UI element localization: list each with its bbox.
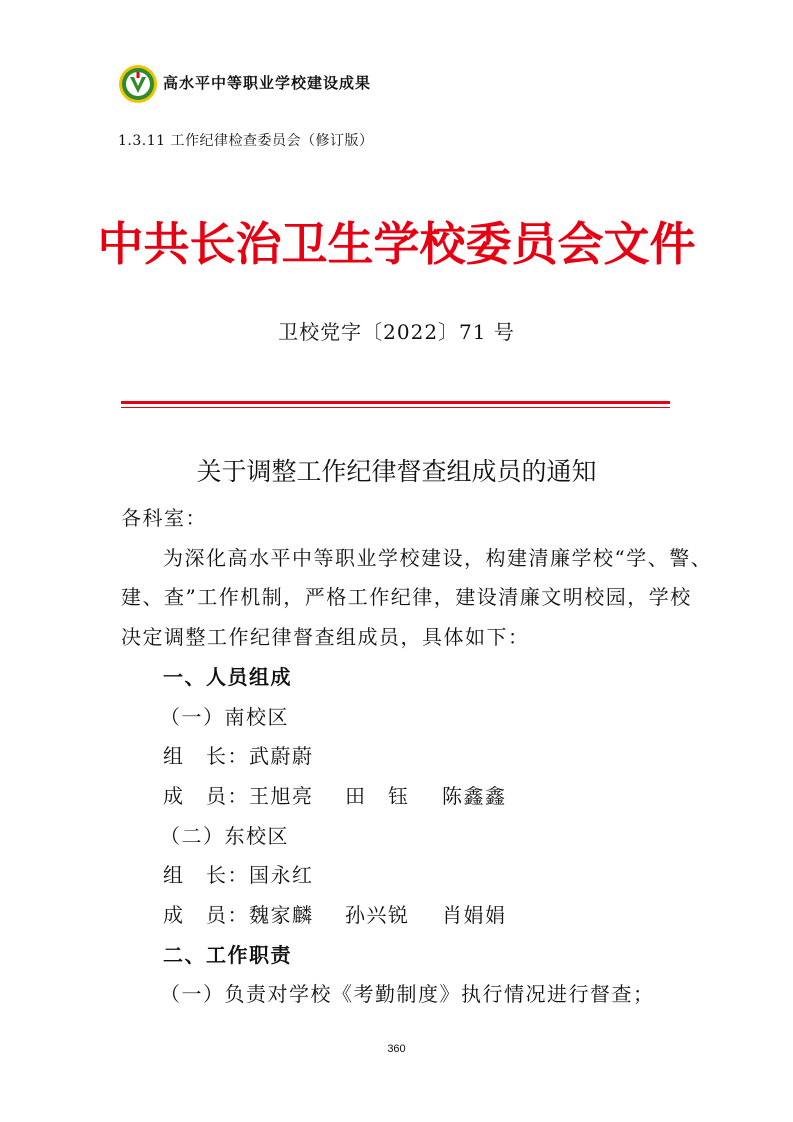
duty-item-1: （一）负责对学校《考勤制度》执行情况进行督查； xyxy=(160,982,655,1006)
south-leader-label: 组 长： xyxy=(163,744,249,768)
salutation: 各科室： xyxy=(121,506,207,530)
east-leader-name: 国永红 xyxy=(249,863,314,887)
south-leader-row xyxy=(163,740,314,769)
section-identifier: 1.3.11 工作纪律检查委员会（修订版） xyxy=(118,133,374,149)
intro-line-3: 决定调整工作纪律督查组成员，具体如下： xyxy=(121,625,530,649)
south-member-1: 王旭亮 xyxy=(249,784,314,808)
header-school-title: 高水平中等职业学校建设成果 xyxy=(163,74,372,92)
issuer-title: 中共长治卫生学校委员会文件 xyxy=(97,217,696,271)
east-member-label: 成 员： xyxy=(163,903,249,927)
south-members-row xyxy=(163,780,314,809)
east-leader-row xyxy=(163,859,314,888)
south-leader-name: 武蔚蔚 xyxy=(249,744,314,768)
school-logo-icon xyxy=(118,64,158,104)
red-divider-thin xyxy=(121,407,670,408)
east-member-1: 魏家麟 xyxy=(249,903,314,927)
east-member-2: 孙兴锐 xyxy=(345,903,410,927)
document-number: 卫校党字〔2022〕71 号 xyxy=(278,320,515,344)
east-campus-label: （二）东校区 xyxy=(160,824,289,848)
notice-title: 关于调整工作纪律督查组成员的通知 xyxy=(196,457,597,486)
intro-line-2: 建、查”工作机制，严格工作纪律，建设清廉文明校园，学校 xyxy=(121,585,692,609)
south-member-3: 陈鑫鑫 xyxy=(442,784,507,808)
east-members-row xyxy=(163,899,314,928)
page-number: 360 xyxy=(387,1043,406,1055)
south-campus-label: （一）南校区 xyxy=(160,705,289,729)
intro-line-1: 为深化高水平中等职业学校建设，构建清廉学校“学、警、 xyxy=(163,546,713,570)
south-member-2: 田 钰 xyxy=(345,784,410,808)
red-divider-thick xyxy=(121,401,670,404)
south-member-label: 成 员： xyxy=(163,784,249,808)
duties-heading: 二、工作职责 xyxy=(163,943,292,967)
personnel-heading: 一、人员组成 xyxy=(163,665,292,689)
east-leader-label: 组 长： xyxy=(163,863,249,887)
east-member-3: 肖娟娟 xyxy=(442,903,507,927)
